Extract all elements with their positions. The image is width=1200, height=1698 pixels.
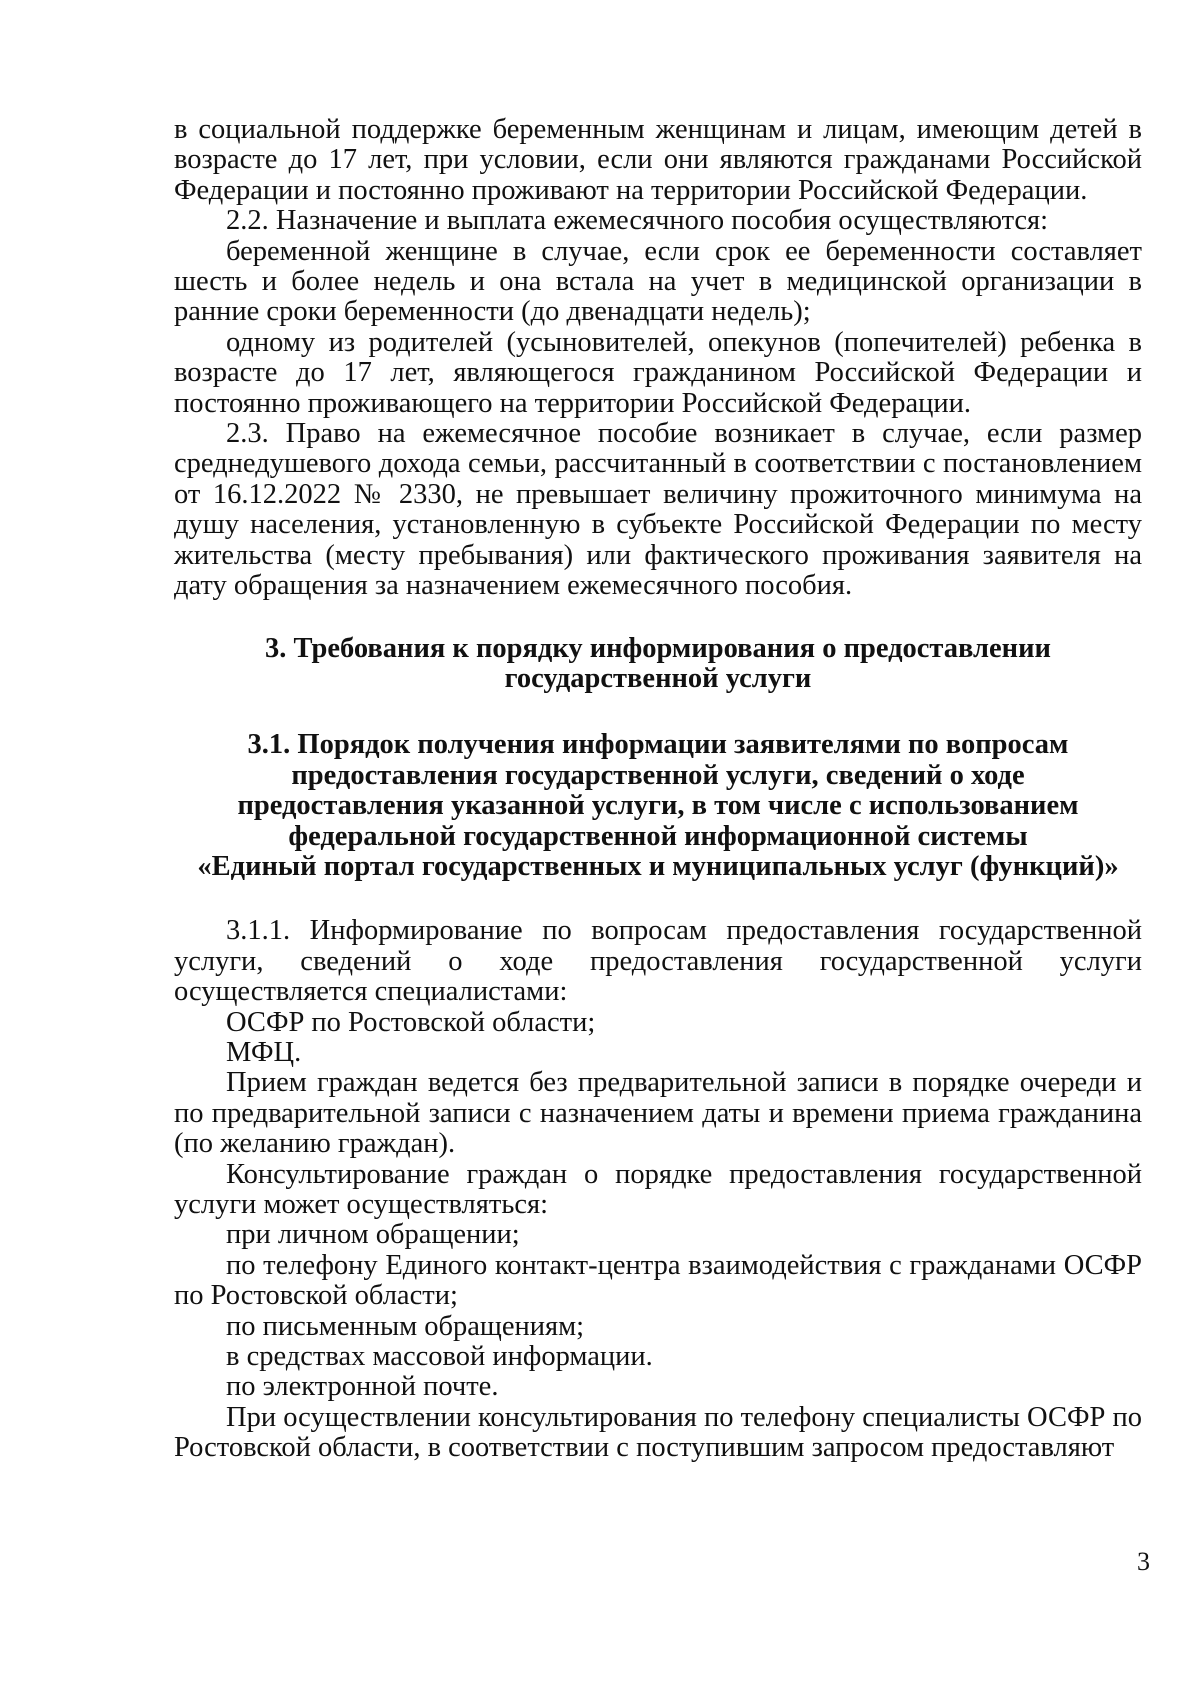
paragraph-parent: одному из родителей (усыновителей, опекунов (попечителей) ребенка в возрасте до 17 лет, являющегося гражданином Российской Федерации и постоянно проживающего на территории Российской Федерации. <box>174 326 1142 419</box>
list-item: по письменным обращениям; <box>226 1310 585 1342</box>
document-body <box>174 115 1142 1464</box>
section-3-heading-line: 3. Требования к порядку информирования о предоставлении <box>265 632 1051 664</box>
section-3-1-heading <box>174 730 1142 882</box>
paragraph-2-2: 2.2. Назначение и выплата ежемесячного пособия осуществляются: <box>226 205 1049 237</box>
section-3-1-heading-line: «Единый портал государственных и муниципальных услуг (функций)» <box>197 850 1119 882</box>
paragraph-phone-consulting: При осуществлении консультирования по телефону специалисты ОСФР по Ростовской области, в соответствии с поступившим запросом предоставляют <box>174 1401 1142 1464</box>
section-3-1-heading-line: предоставления указанной услуги, в том числе с использованием <box>237 790 1079 822</box>
section-3-heading-line: государственной услуги <box>504 662 812 694</box>
list-item: ОСФР по Ростовской области; <box>226 1006 596 1038</box>
paragraph-continuation: в социальной поддержке беременным женщинам и лицам, имеющим детей в возрасте до 17 лет, при условии, если они являются гражданами Российской Федерации и постоянно проживают на территории Российской Федерации. <box>174 114 1142 206</box>
list-item: МФЦ. <box>226 1036 302 1068</box>
paragraph-consulting: Консультирование граждан о порядке предоставления государственной услуги может осуществляться: <box>174 1158 1142 1220</box>
section-3-1-heading-line: федеральной государственной информационной системы <box>288 820 1028 852</box>
paragraph-reception: Прием граждан ведется без предварительной записи в порядке очереди и по предварительной записи с назначением даты и времени приема гражданина (по желанию граждан). <box>174 1067 1142 1160</box>
paragraph-3-1-1: 3.1.1. Информирование по вопросам предоставления государственной услуги, сведений о ходе предоставления государственной услуги осуществляется специалистами: <box>174 915 1142 1008</box>
section-3-1-heading-line: 3.1. Порядок получения информации заявителями по вопросам <box>247 729 1069 761</box>
section-3-1-heading-line: предоставления государственной услуги, сведений о ходе <box>291 759 1025 791</box>
paragraph-pregnant-woman: беременной женщине в случае, если срок ее беременности составляет шесть и более недель и она встала на учет в медицинской организации в ранние сроки беременности (до двенадцати недель); <box>174 235 1142 328</box>
list-item: по электронной почте. <box>226 1371 499 1403</box>
section-3-heading <box>174 634 1142 695</box>
page-number: 3 <box>1137 1547 1150 1576</box>
list-item: в средствах массовой информации. <box>226 1341 653 1373</box>
list-item: при личном обращении; <box>226 1219 520 1251</box>
paragraph-2-3: 2.3. Право на ежемесячное пособие возникает в случае, если размер среднедушевого дохода семьи, рассчитанный в соответствии с постановлением от 16.12.2022 № 2330, не превышает величину прожиточного минимума на душу населения, установленную в субъекте Российской Федерации по месту жительства (месту пребывания) или фактического проживания заявителя на дату обращения за назначением ежемесячного пособия. <box>174 418 1142 602</box>
list-item: по телефону Единого контакт-центра взаимодействия с гражданами ОСФР по Ростовской области; <box>174 1249 1142 1312</box>
